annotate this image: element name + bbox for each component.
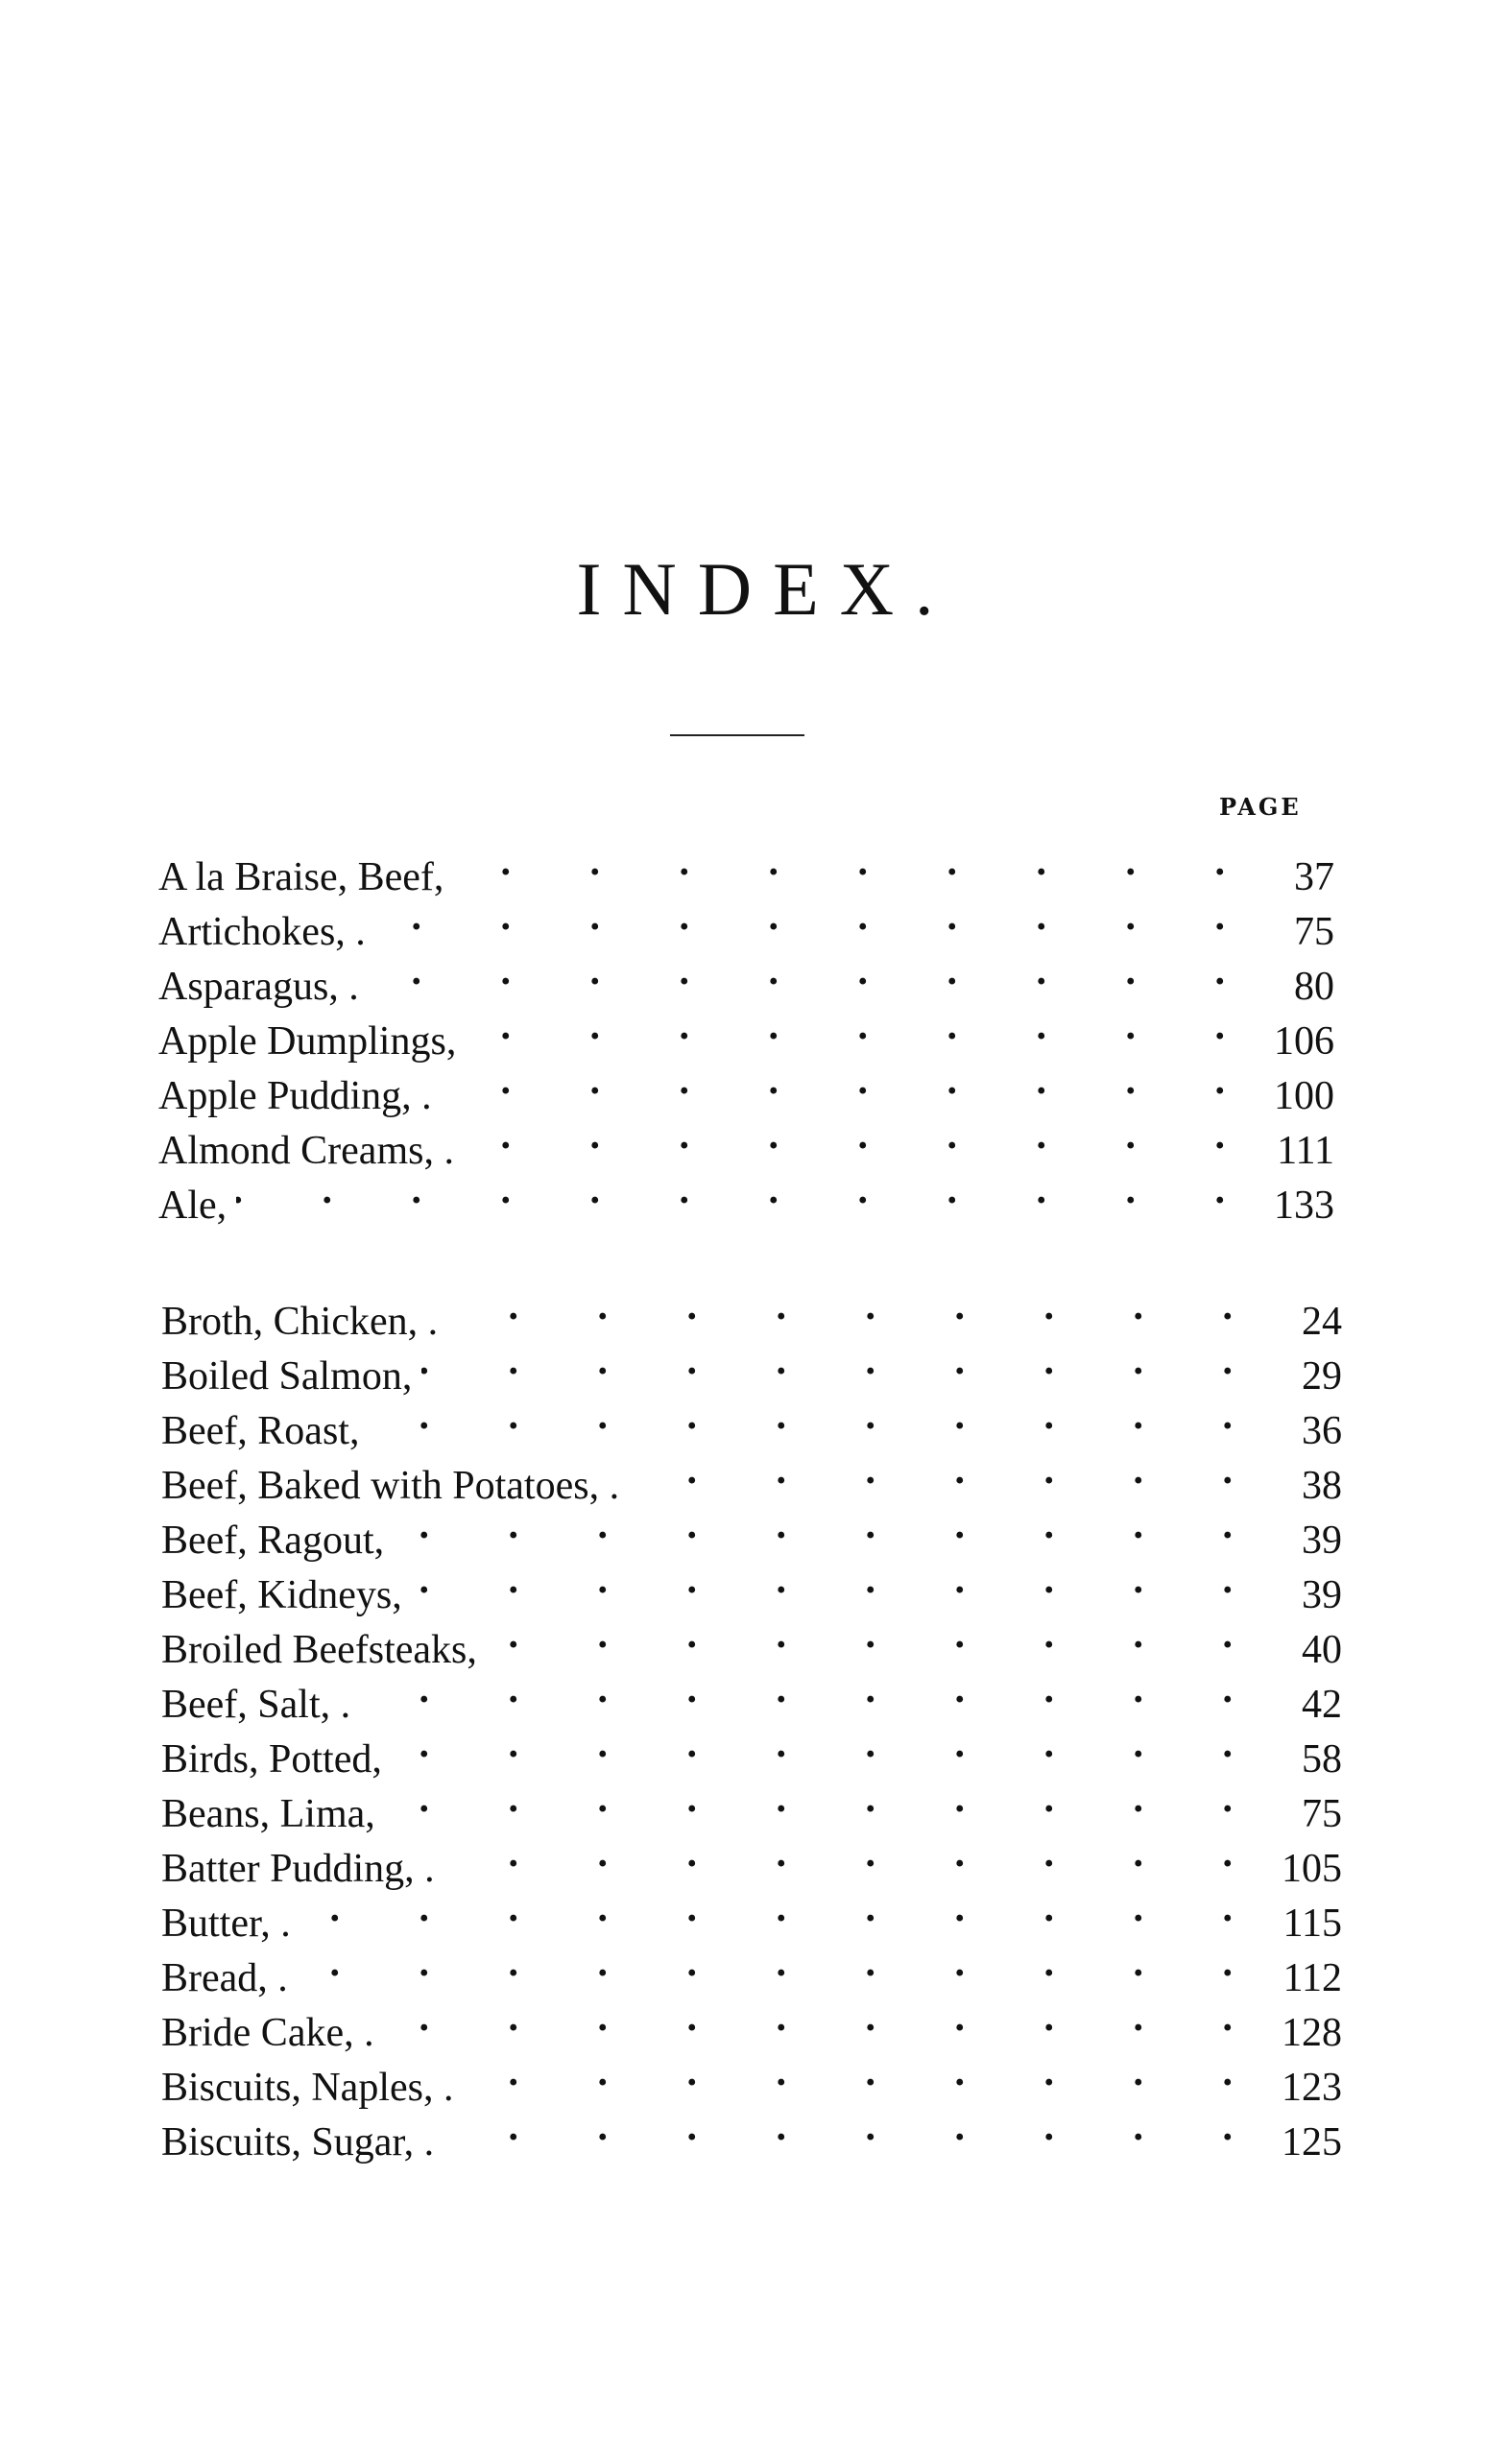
dot-leader: [443, 2100, 1267, 2155]
dot-leader: [421, 1334, 1267, 1389]
dot-leader: [463, 2045, 1267, 2100]
dot-leader: [394, 1498, 1267, 1553]
entry-page-number: 38: [1302, 1464, 1342, 1508]
entry-page-number: 39: [1302, 1519, 1342, 1563]
index-entry: [161, 2100, 1342, 2165]
entry-label: Beef, Ragout,: [161, 1519, 385, 1563]
entry-label: Bride Cake, .: [161, 2011, 374, 2055]
dot-leader: [629, 1444, 1267, 1498]
entry-label: Beef, Roast,: [161, 1409, 360, 1453]
index-entry: [161, 1498, 1342, 1563]
entry-page-number: 100: [1274, 1074, 1334, 1118]
index-entry: [158, 999, 1334, 1064]
dot-leader: [369, 1389, 1267, 1444]
entry-page-number: 106: [1274, 1019, 1334, 1064]
entry-label: Almond Creams, .: [158, 1129, 454, 1173]
entry-label: Bread, .: [161, 1956, 288, 2000]
entry-page-number: 42: [1302, 1683, 1342, 1727]
dot-leader: [447, 1280, 1267, 1334]
index-entry: [158, 1163, 1334, 1228]
dot-leader: [360, 1663, 1267, 1717]
dot-leader: [487, 1608, 1267, 1663]
entry-page-number: 123: [1282, 2066, 1342, 2110]
index-entry: [161, 1280, 1342, 1344]
entry-page-number: 24: [1302, 1300, 1342, 1344]
page-title: INDEX.: [576, 547, 955, 631]
entry-label: Beef, Baked with Potatoes, .: [161, 1464, 620, 1508]
index-entry: [161, 1936, 1342, 2000]
index-entry: [158, 1054, 1334, 1118]
entry-page-number: 112: [1282, 1956, 1342, 2000]
dot-leader: [392, 1717, 1267, 1772]
entry-page-number: 40: [1302, 1628, 1342, 1672]
dot-leader: [412, 1553, 1267, 1608]
index-entry: [158, 1109, 1334, 1173]
entry-page-number: 39: [1302, 1573, 1342, 1617]
entry-label: Broth, Chicken, .: [161, 1300, 439, 1344]
index-entry: [161, 2045, 1342, 2110]
index-entry: [161, 1663, 1342, 1727]
entry-label: Birds, Potted,: [161, 1737, 382, 1782]
entry-label: A la Braise, Beef,: [158, 855, 444, 899]
dot-leader: [464, 1109, 1259, 1163]
entry-label: Beef, Salt, .: [161, 1683, 351, 1727]
index-entry: [161, 1444, 1342, 1508]
entry-label: Boiled Salmon,: [161, 1354, 413, 1399]
index-entry: [161, 1389, 1342, 1453]
dot-leader: [453, 835, 1259, 890]
entry-page-number: 133: [1274, 1184, 1334, 1228]
entry-page-number: 111: [1277, 1129, 1334, 1173]
title-rule: [670, 734, 804, 736]
entry-label: Apple Dumplings,: [158, 1019, 457, 1064]
index-entry: [158, 890, 1334, 954]
entry-page-number: 115: [1282, 1902, 1342, 1946]
entry-page-number: 36: [1302, 1409, 1342, 1453]
index-entry: [161, 1827, 1342, 1891]
entry-label: Artichokes, .: [158, 910, 366, 954]
entry-page-number: 125: [1282, 2120, 1342, 2165]
entry-page-number: 75: [1302, 1792, 1342, 1836]
entry-page-number: 37: [1294, 855, 1334, 899]
entry-label: Asparagus, .: [158, 965, 359, 1009]
entry-page-number: 105: [1282, 1847, 1342, 1891]
index-entry: [161, 1991, 1342, 2055]
index-section-b: [161, 1280, 1342, 2165]
entry-label: Batter Pudding, .: [161, 1847, 435, 1891]
index-entry: [161, 1553, 1342, 1617]
entry-label: Beef, Kidneys,: [161, 1573, 402, 1617]
entry-label: Biscuits, Naples, .: [161, 2066, 454, 2110]
index-section-a: [158, 835, 1334, 1228]
index-entry: [161, 1608, 1342, 1672]
index-entry: [158, 835, 1334, 899]
dot-leader: [444, 1827, 1267, 1881]
entry-label: Broiled Beefsteaks,: [161, 1628, 477, 1672]
entry-label: Butter, .: [161, 1902, 291, 1946]
entry-label: Biscuits, Sugar, .: [161, 2120, 435, 2165]
index-entry: [161, 1717, 1342, 1782]
dot-leader: [300, 1881, 1267, 1936]
entry-label: Apple Pudding, .: [158, 1074, 432, 1118]
entry-label: Beans, Lima,: [161, 1792, 375, 1836]
dot-leader: [385, 1772, 1267, 1827]
dot-leader: [298, 1936, 1267, 1991]
dot-leader: [236, 1163, 1259, 1218]
entry-page-number: 75: [1294, 910, 1334, 954]
index-entry: [158, 945, 1334, 1009]
page-column-header: PAGE: [1219, 793, 1302, 821]
dot-leader: [369, 945, 1259, 999]
entry-page-number: 80: [1294, 965, 1334, 1009]
entry-label: Ale,: [158, 1184, 228, 1228]
entry-page-number: 58: [1302, 1737, 1342, 1782]
dot-leader: [466, 999, 1259, 1054]
dot-leader: [384, 1991, 1267, 2045]
dot-leader: [442, 1054, 1259, 1109]
index-entry: [161, 1334, 1342, 1399]
index-entry: [161, 1772, 1342, 1836]
entry-page-number: 128: [1282, 2011, 1342, 2055]
index-entry: [161, 1881, 1342, 1946]
entry-page-number: 29: [1302, 1354, 1342, 1399]
dot-leader: [375, 890, 1259, 945]
